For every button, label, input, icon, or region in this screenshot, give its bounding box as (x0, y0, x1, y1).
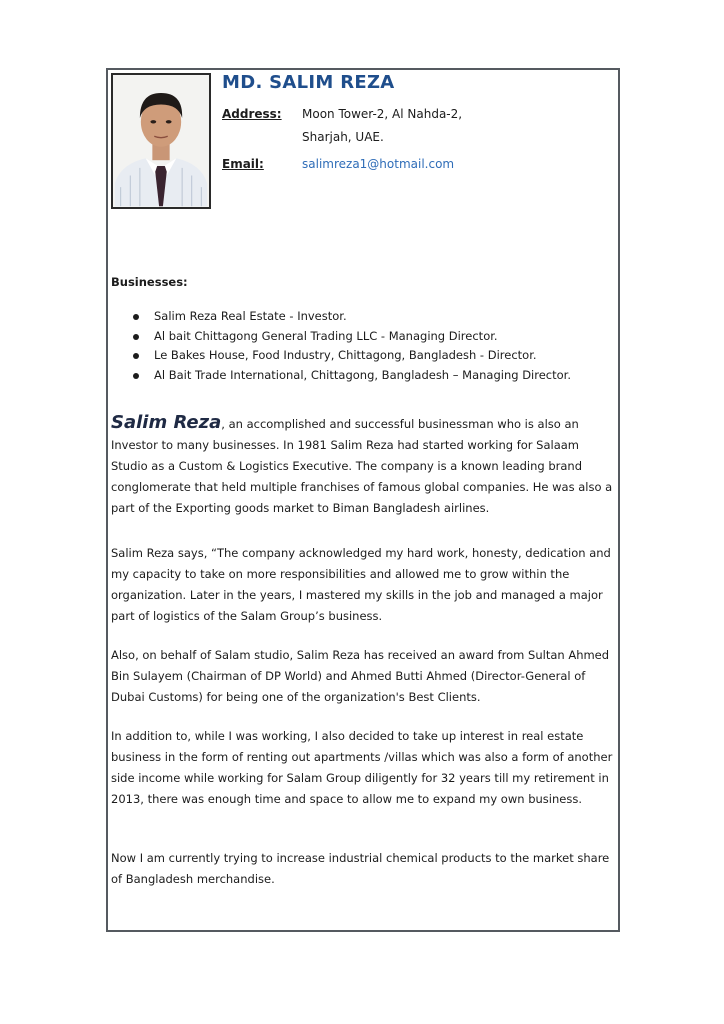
bullet-icon (133, 314, 139, 320)
bio-paragraph-3: Also, on behalf of Salam studio, Salim Reza has received an award from Sultan Ahmed Bin Sulayem (Chairman of DP World) and Ahmed Butti Ahmed (Director-General of Dubai Customs) for being one of the organization's Best Clients. (111, 648, 610, 704)
address-label: Address: (222, 107, 282, 121)
person-name: MD. SALIM REZA (222, 72, 395, 93)
email-label: Email: (222, 157, 264, 171)
profile-photo (111, 73, 211, 209)
businesses-list (111, 307, 611, 385)
list-item: Le Bakes House, Food Industry, Chittagong, Bangladesh - Director. (111, 346, 611, 366)
email-link[interactable]: salimreza1@hotmail.com (302, 157, 455, 171)
address-line-1: Moon Tower-2, Al Nahda-2, (302, 107, 463, 121)
businesses-heading: Businesses: (111, 275, 188, 289)
bio-paragraph-2: Salim Reza says, “The company acknowledged my hard work, honesty, dedication and my capacity to take on more responsibilities and allowed me to grow within the organization. Later in the years, I mastered my skills in the job and managed a major part of logistics of the Salam Group’s business. (111, 546, 611, 623)
list-item: Salim Reza Real Estate - Investor. (111, 307, 611, 327)
address-line-2: Sharjah, UAE. (302, 130, 384, 144)
bio-paragraph-4: In addition to, while I was working, I also decided to take up interest in real estate business in the form of renting out apartments /villas which was also a form of another side income while working for Salam Group diligently for 32 years till my retirement in 2013, there was enough time and space to allow me to expand my own business. (111, 729, 613, 806)
bio-paragraph-1-text: , an accomplished and successful businessman who is also an Investor to many businesses. In 1981 Salim Reza had started working for Salaam Studio as a Custom & Logistics Executive. The company is a known leading brand conglomerate that held multiple franchises of famous global companies. He was also a part of the Exporting goods market to Biman Bangladesh airlines. (111, 417, 613, 515)
list-item: Al bait Chittagong General Trading LLC - Managing Director. (111, 327, 611, 347)
bio-paragraph-5: Now I am currently trying to increase industrial chemical products to the market share of Bangladesh merchandise. (111, 851, 610, 886)
bullet-icon (133, 373, 139, 379)
bio-lead-name: Salim Reza (111, 412, 222, 433)
bullet-icon (133, 353, 139, 359)
bio-paragraph-1 (111, 412, 617, 519)
list-item: Al Bait Trade International, Chittagong, Bangladesh – Managing Director. (111, 366, 611, 386)
bullet-icon (133, 334, 139, 340)
